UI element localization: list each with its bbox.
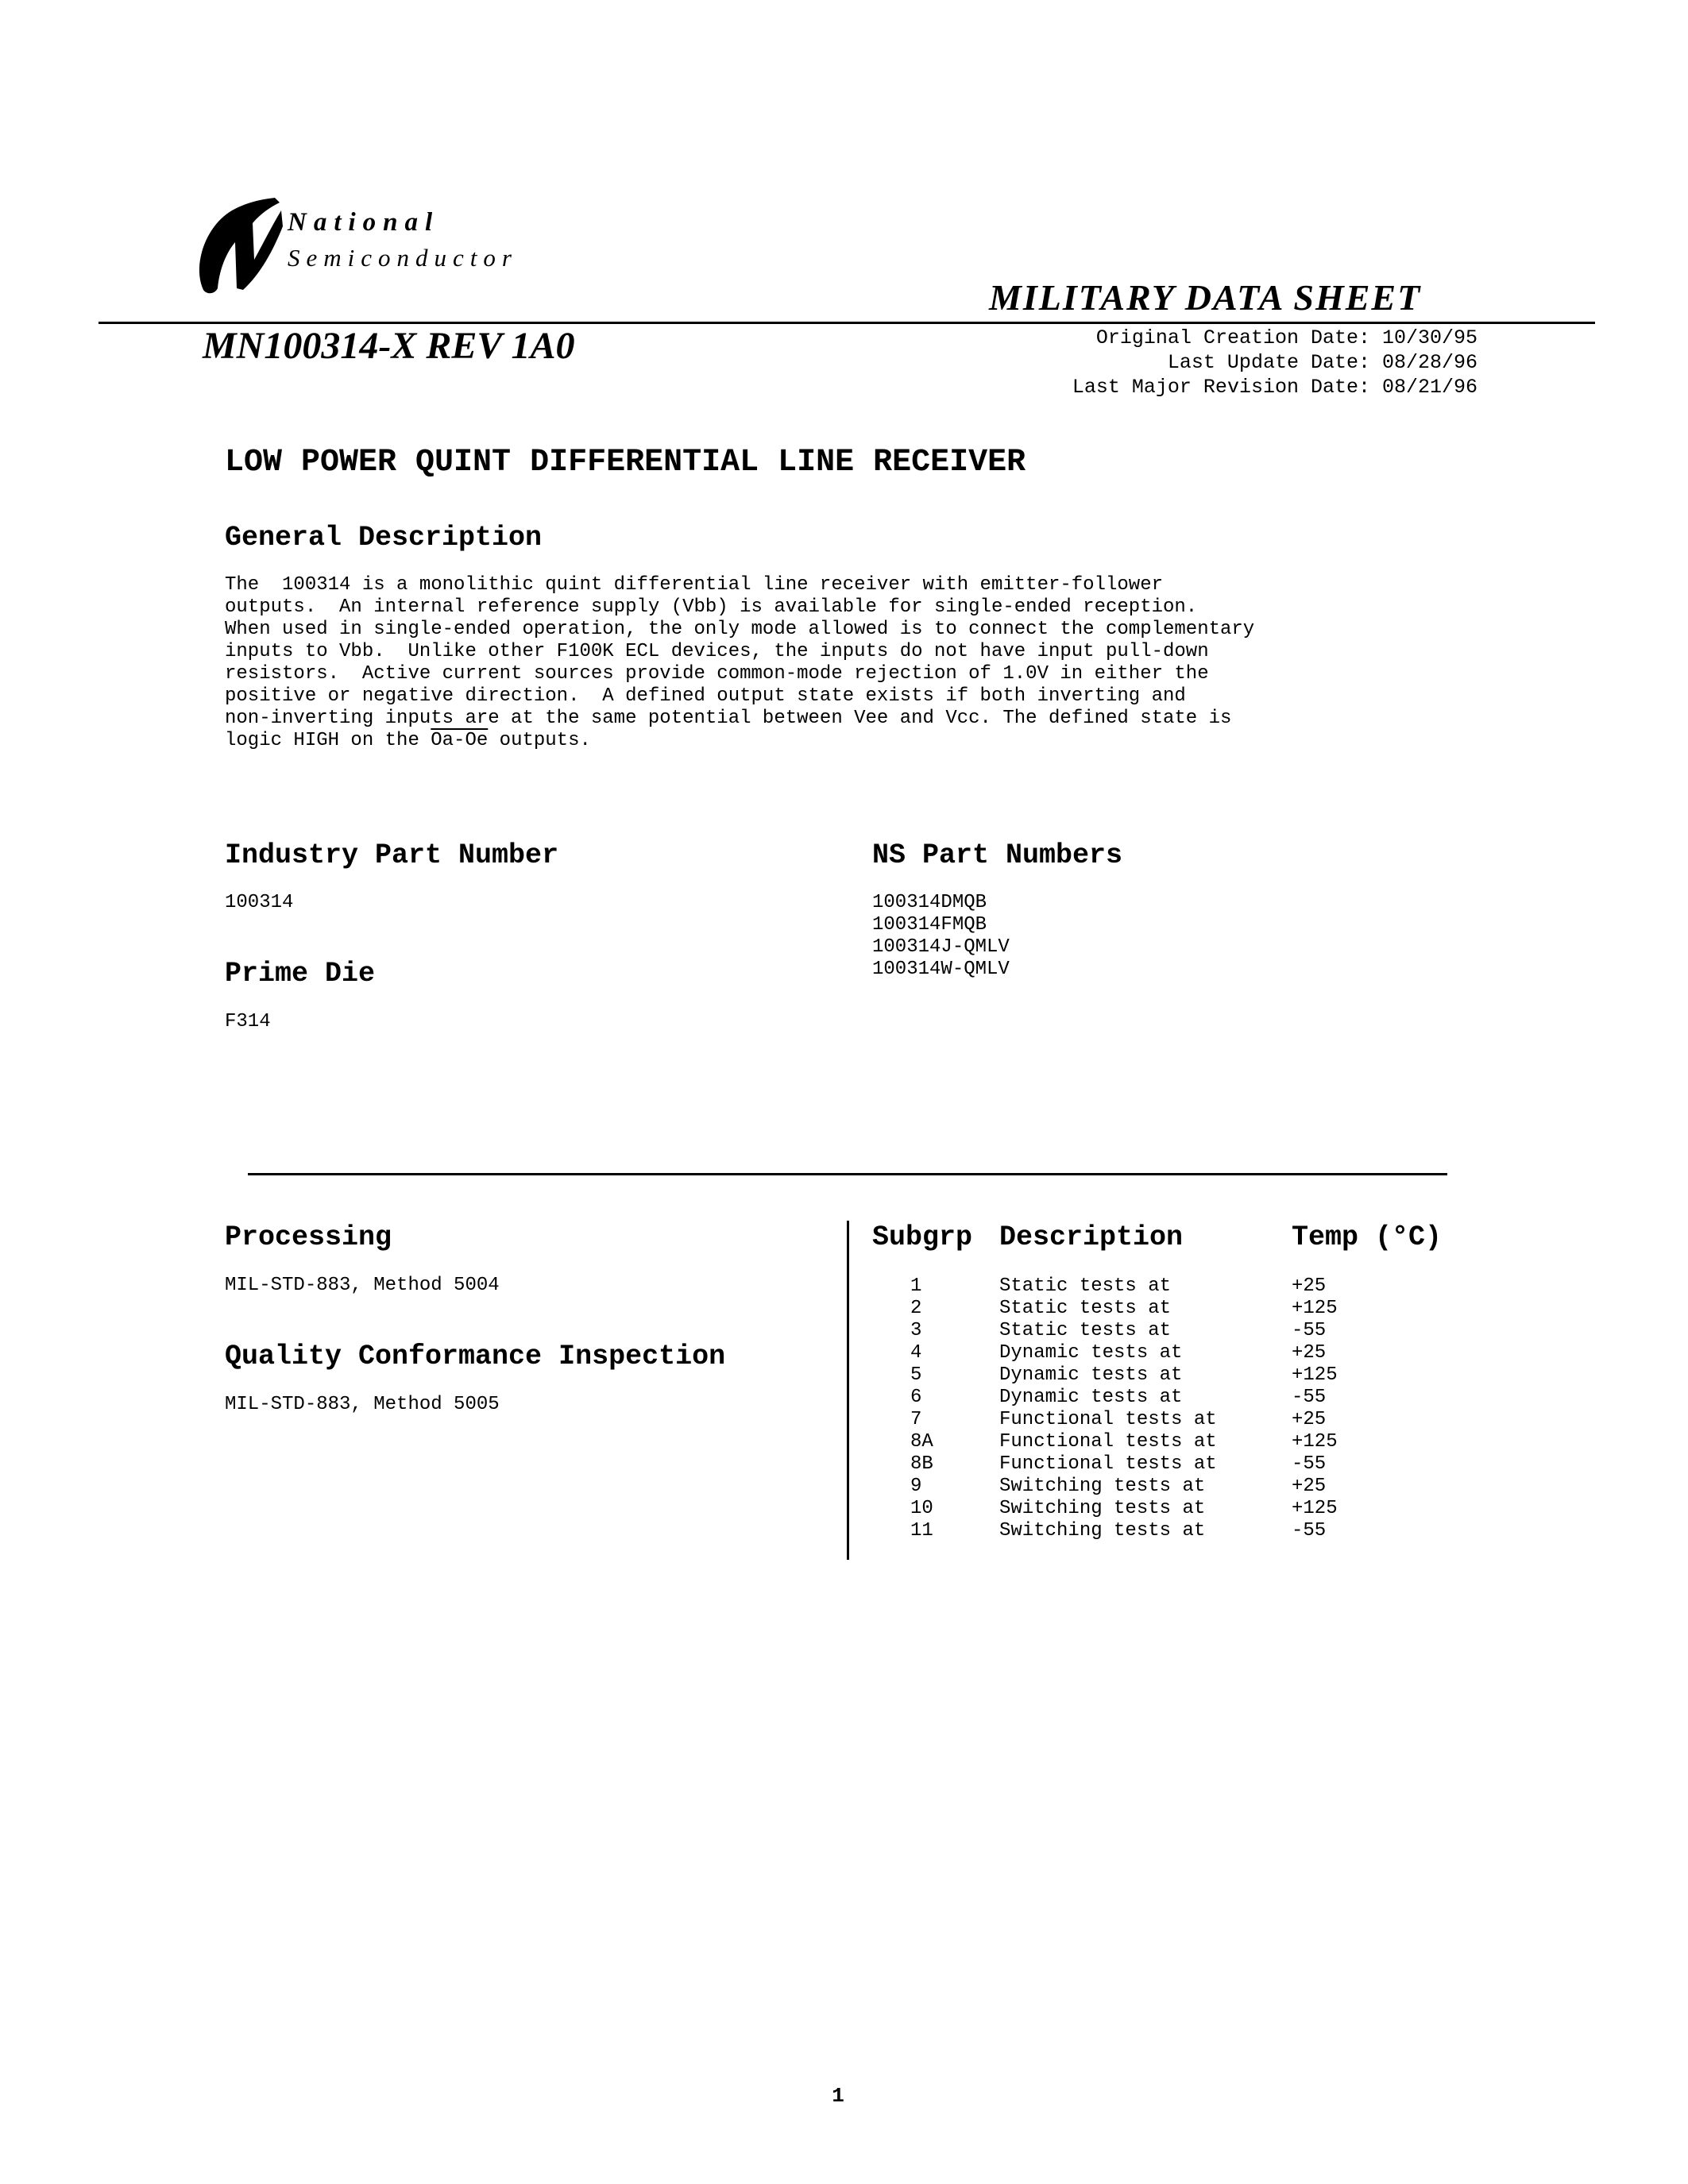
description-cell: Dynamic tests at xyxy=(999,1387,1183,1408)
processing-heading: Processing xyxy=(225,1221,392,1253)
description-cell: Functional tests at xyxy=(999,1453,1217,1475)
subgrp-column-header: Subgrp xyxy=(872,1221,973,1253)
subgrp-cell: 5 xyxy=(910,1364,922,1386)
description-line: non-inverting inputs are at the same potential between Vee and Vcc. The defined state is xyxy=(225,708,1232,729)
document-id: MN100314-X REV 1A0 xyxy=(203,325,575,367)
table-row xyxy=(872,1498,1508,1520)
description-cell: Functional tests at xyxy=(999,1409,1217,1430)
temp-cell: -55 xyxy=(1292,1520,1327,1542)
table-row xyxy=(872,1453,1508,1476)
temp-cell: -55 xyxy=(1292,1320,1327,1341)
subgrp-cell: 7 xyxy=(910,1409,922,1430)
prime-die-value: F314 xyxy=(225,1011,271,1032)
subgrp-cell: 2 xyxy=(910,1298,922,1319)
list-item: 100314W-QMLV xyxy=(872,959,1010,980)
description-cell: Switching tests at xyxy=(999,1498,1206,1519)
list-item: 100314FMQB xyxy=(872,914,987,936)
page-title: LOW POWER QUINT DIFFERENTIAL LINE RECEIVER xyxy=(225,445,1026,480)
processing-value: MIL-STD-883, Method 5004 xyxy=(225,1275,500,1296)
subgrp-cell: 9 xyxy=(910,1476,922,1497)
description-line: The 100314 is a monolithic quint differential line receiver with emitter-follower xyxy=(225,574,1163,596)
table-row xyxy=(872,1387,1508,1409)
temp-cell: +25 xyxy=(1292,1275,1327,1297)
list-item: 100314DMQB xyxy=(872,892,987,913)
industry-part-number-value: 100314 xyxy=(225,892,294,913)
description-line: outputs. An internal reference supply (Vbb) is available for single-ended reception. xyxy=(225,596,1198,618)
temp-cell: +125 xyxy=(1292,1364,1338,1386)
subgrp-cell: 3 xyxy=(910,1320,922,1341)
general-description-heading: General Description xyxy=(225,522,543,554)
description-cell: Switching tests at xyxy=(999,1520,1206,1542)
temp-cell: +125 xyxy=(1292,1298,1338,1319)
table-row xyxy=(872,1342,1508,1364)
description-column-header: Description xyxy=(999,1221,1184,1253)
temp-cell: -55 xyxy=(1292,1453,1327,1475)
subgroup-table xyxy=(872,1275,1508,1542)
description-cell: Static tests at xyxy=(999,1298,1172,1319)
description-line: When used in single-ended operation, the only mode allowed is to connect the complementary xyxy=(225,619,1255,640)
table-row xyxy=(872,1409,1508,1431)
revision-dates xyxy=(993,326,1477,399)
table-row xyxy=(872,1320,1508,1342)
temp-cell: +25 xyxy=(1292,1342,1327,1364)
description-cell: Static tests at xyxy=(999,1320,1172,1341)
table-row xyxy=(872,1520,1508,1542)
subgrp-cell: 4 xyxy=(910,1342,922,1364)
subgrp-cell: 11 xyxy=(910,1520,933,1542)
ns-part-numbers-list xyxy=(872,892,1010,981)
temp-cell: +125 xyxy=(1292,1498,1338,1519)
page-number: 1 xyxy=(832,2084,844,2108)
description-cell: Static tests at xyxy=(999,1275,1172,1297)
description-line: resistors. Active current sources provide common-mode rejection of 1.0V in either the xyxy=(225,663,1209,685)
description-cell: Dynamic tests at xyxy=(999,1364,1183,1386)
subgrp-cell: 8B xyxy=(910,1453,933,1475)
table-row xyxy=(872,1298,1508,1320)
table-row xyxy=(872,1476,1508,1498)
qci-heading: Quality Conformance Inspection xyxy=(225,1341,726,1372)
table-row xyxy=(872,1364,1508,1387)
list-item: 100314J-QMLV xyxy=(872,936,1010,958)
temp-cell: +125 xyxy=(1292,1431,1338,1453)
national-semiconductor-logo xyxy=(197,195,284,302)
subgrp-cell: 1 xyxy=(910,1275,922,1297)
general-description-text xyxy=(225,574,1464,752)
table-row xyxy=(872,1431,1508,1453)
ns-part-numbers-heading: NS Part Numbers xyxy=(872,839,1123,871)
temp-cell: -55 xyxy=(1292,1387,1327,1408)
subgrp-cell: 6 xyxy=(910,1387,922,1408)
temp-cell: +25 xyxy=(1292,1409,1327,1430)
prime-die-heading: Prime Die xyxy=(225,958,376,990)
temp-cell: +25 xyxy=(1292,1476,1327,1497)
table-row xyxy=(872,1275,1508,1298)
description-cell: Dynamic tests at xyxy=(999,1342,1183,1364)
overlined-signal: Oa-Oe xyxy=(431,730,489,751)
section-divider xyxy=(248,1173,1447,1175)
description-line: inputs to Vbb. Unlike other F100K ECL devices, the inputs do not have input pull-down xyxy=(225,641,1209,662)
brand-name-semiconductor: Semiconductor xyxy=(288,244,518,272)
description-cell: Switching tests at xyxy=(999,1476,1206,1497)
description-cell: Functional tests at xyxy=(999,1431,1217,1453)
qci-value: MIL-STD-883, Method 5005 xyxy=(225,1394,500,1415)
brand-name-national: National xyxy=(288,208,440,237)
description-line: positive or negative direction. A defined output state exists if both inverting and xyxy=(225,685,1186,707)
original-creation-date: Original Creation Date: 10/30/95 xyxy=(1095,326,1477,349)
sheet-title: MILITARY DATA SHEET xyxy=(989,277,1422,318)
temp-column-header: Temp (°C) xyxy=(1292,1221,1443,1253)
description-line xyxy=(225,730,1464,752)
subgrp-cell: 10 xyxy=(910,1498,933,1519)
industry-part-number-heading: Industry Part Number xyxy=(225,839,559,871)
description-text: logic HIGH on the xyxy=(225,730,431,751)
last-update-date: Last Update Date: 08/28/96 xyxy=(1167,351,1477,374)
last-major-revision-date: Last Major Revision Date: 08/21/96 xyxy=(1072,376,1477,399)
column-divider xyxy=(847,1221,849,1560)
subgrp-cell: 8A xyxy=(910,1431,933,1453)
description-text: outputs. xyxy=(488,730,591,751)
